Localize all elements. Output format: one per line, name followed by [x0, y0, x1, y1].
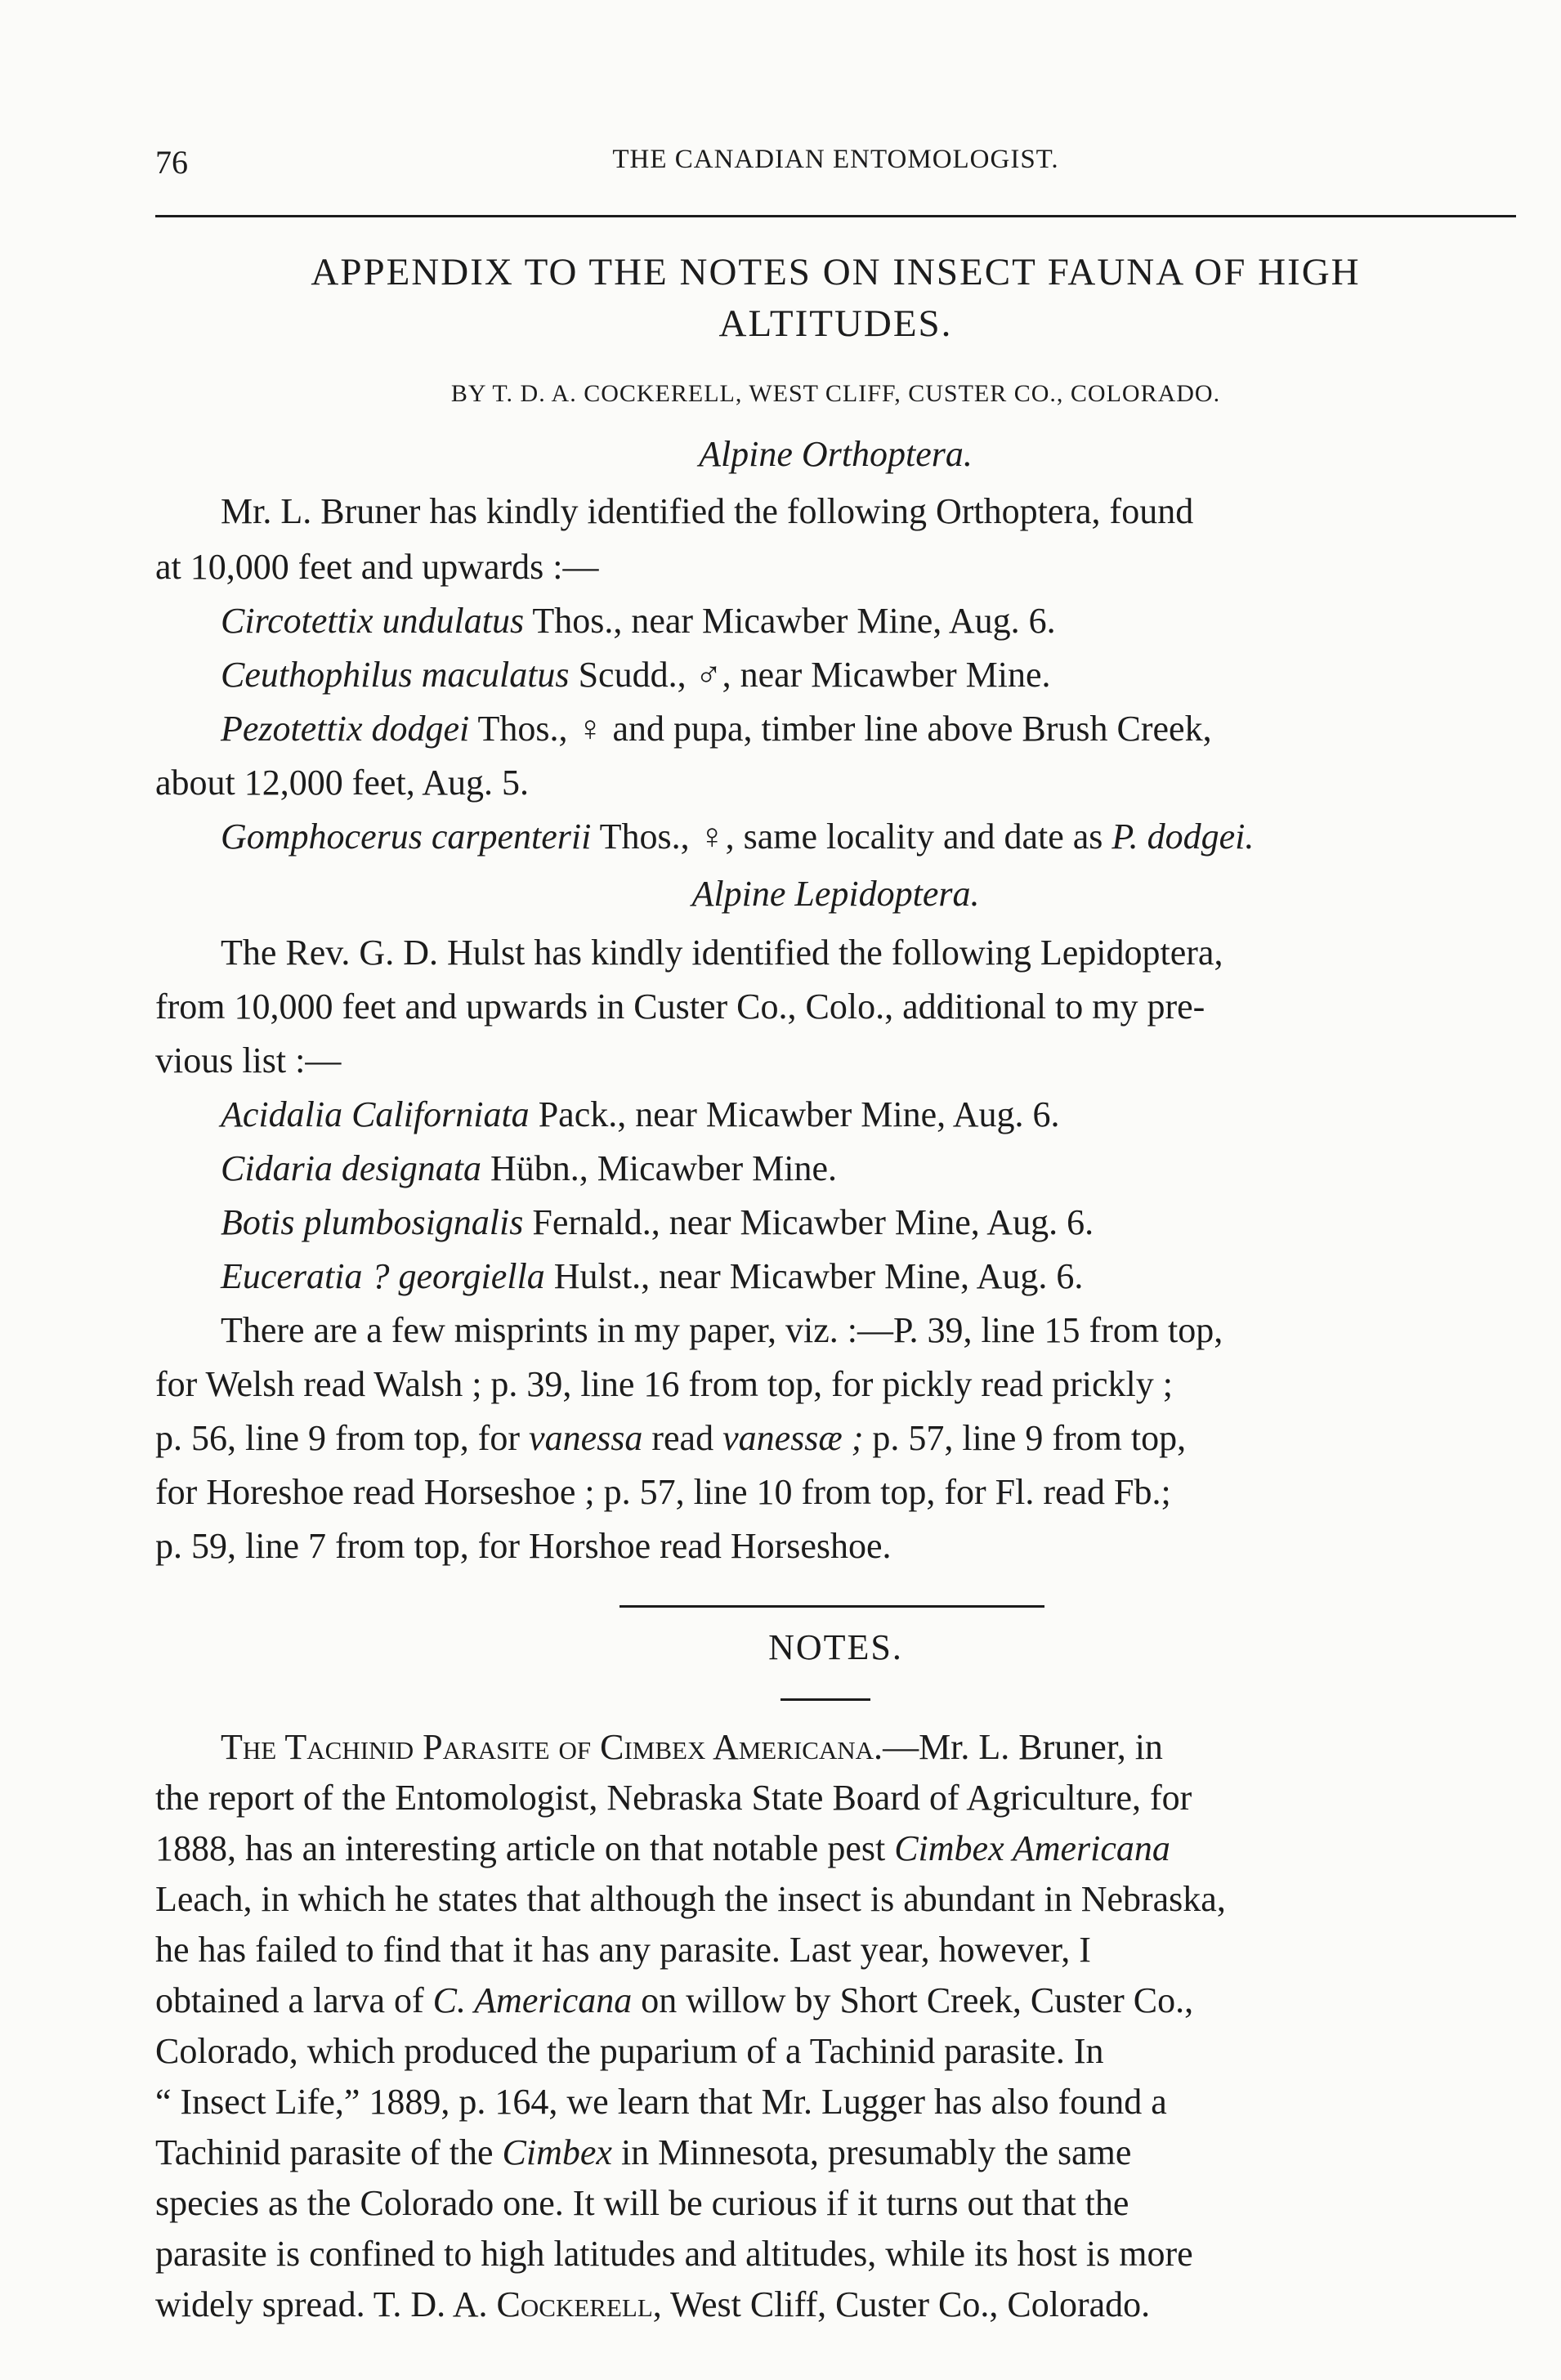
lepidoptera-intro-line-1: The Rev. G. D. Hulst has kindly identified the following Lepidoptera, [221, 933, 1223, 973]
note-line-4: Leach, in which he states that although the insect is abundant in Nebraska, [155, 1879, 1226, 1919]
orthoptera-heading: Alpine Orthoptera. [699, 434, 973, 474]
species-name: Ceuthophilus maculatus [221, 655, 570, 695]
article-title-line-1: APPENDIX TO THE NOTES ON INSECT FAUNA OF HIGH [311, 251, 1361, 293]
orthoptera-entry [221, 816, 1254, 857]
orthoptera-entry [221, 654, 1051, 696]
notes-heading-rule [780, 1698, 870, 1701]
errata-line-5: p. 59, line 7 from top, for Horshoe read Horseshoe. [155, 1526, 892, 1566]
species-details: Hulst., near Micawber Mine, Aug. 6. [544, 1256, 1084, 1296]
note-text: on willow by Short Creek, Custer Co., [632, 1980, 1194, 2020]
note-lead-title: The Tachinid Parasite of Cimbex Americana. [221, 1727, 883, 1767]
errata-line-1: There are a few misprints in my paper, viz. :—P. 39, line 15 from top, [221, 1310, 1223, 1350]
orthoptera-intro-text-1: Mr. L. Bruner has kindly identified the following Orthoptera, found [221, 491, 1194, 531]
note-species: Cimbex Americana [894, 1828, 1170, 1868]
page-number: 76 [155, 144, 188, 181]
species-details: Thos., ♀ and pupa, timber line above Brush Creek, [469, 709, 1212, 749]
note-species: C. Americana [432, 1980, 633, 2020]
orthoptera-entry [221, 708, 1212, 749]
lepidoptera-entry [221, 1094, 1060, 1135]
note-line-10: species as the Colorado one. It will be curious if it turns out that the [155, 2183, 1129, 2223]
lepidoptera-intro-line-3: vious list :— [155, 1040, 342, 1080]
species-name: Gomphocerus carpenterii [221, 816, 592, 857]
note-text: 1888, has an interesting article on that notable pest [155, 1828, 895, 1868]
note-species: Cimbex [502, 2132, 612, 2172]
lepidoptera-entry [221, 1148, 837, 1189]
running-title: THE CANADIAN ENTOMOLOGIST. [612, 145, 1059, 174]
errata-line-2: for Welsh read Walsh ; p. 39, line 16 from top, for pickly read prickly ; [155, 1364, 1173, 1404]
note-text: obtained a larva of [155, 1980, 433, 2020]
note-text: —Mr. L. Bruner, in [883, 1727, 1163, 1767]
notes-heading: NOTES. [768, 1627, 903, 1667]
note-text: , West Cliff, Custer Co., Colorado. [652, 2284, 1151, 2324]
errata-text: p. 57, line 9 from top, [863, 1418, 1187, 1458]
errata-text: p. 56, line 9 from top, for [155, 1418, 530, 1458]
article-title-line-2: ALTITUDES. [718, 302, 953, 345]
note-line-5: he has failed to find that it has any parasite. Last year, however, I [155, 1930, 1091, 1970]
article-byline: BY T. D. A. COCKERELL, WEST CLIFF, CUSTER CO., COLORADO. [450, 380, 1221, 407]
species-name: Circotettix undulatus [221, 601, 525, 641]
errata-italic: vanessa [529, 1418, 643, 1458]
orthoptera-intro-line-1 [221, 490, 1516, 532]
species-details: Hübn., Micawber Mine. [481, 1148, 838, 1188]
species-name: Acidalia Californiata [221, 1094, 530, 1134]
species-details: Fernald., near Micawber Mine, Aug. 6. [523, 1202, 1094, 1242]
species-name: Pezotettix dodgei [221, 709, 470, 749]
species-reference: P. dodgei. [1111, 816, 1255, 857]
orthoptera-entry-continued: about 12,000 feet, Aug. 5. [155, 763, 530, 803]
note-line-8: “ Insect Life,” 1889, p. 164, we learn that Mr. Lugger has also found a [155, 2082, 1167, 2122]
section-rule [619, 1605, 1044, 1608]
running-head [155, 143, 1516, 184]
errata-italic: vanessæ ; [722, 1418, 864, 1458]
orthoptera-intro-line-2: at 10,000 feet and upwards :— [155, 547, 599, 587]
note-line-11: parasite is confined to high latitudes and altitudes, while its host is more [155, 2234, 1193, 2274]
errata-line-4: for Horeshoe read Horseshoe ; p. 57, line 10 from top, for Fl. read Fb.; [155, 1472, 1171, 1512]
header-rule [155, 215, 1516, 217]
lepidoptera-heading: Alpine Lepidoptera. [691, 874, 980, 914]
note-text: in Minnesota, presumably the same [611, 2132, 1132, 2172]
species-details: Scudd., ♂, near Micawber Mine. [569, 655, 1051, 695]
note-line-7: Colorado, which produced the puparium of a Tachinid parasite. In [155, 2031, 1104, 2071]
species-details: Pack., near Micawber Mine, Aug. 6. [529, 1094, 1060, 1134]
note-line-3 [155, 1828, 1170, 1869]
species-name: Botis plumbosignalis [221, 1202, 524, 1242]
species-name: Cidaria designata [221, 1148, 482, 1188]
lepidoptera-entry [221, 1201, 1094, 1243]
note-line-9 [155, 2132, 1131, 2173]
species-details: Thos., near Micawber Mine, Aug. 6. [524, 601, 1056, 641]
note-text: Tachinid parasite of the [155, 2132, 503, 2172]
lepidoptera-entry [221, 1255, 1083, 1297]
note-line-6 [155, 1980, 1193, 2021]
orthoptera-entry [221, 600, 1056, 642]
errata-text: read [642, 1418, 723, 1458]
species-name: Euceratia ? georgiella [221, 1256, 545, 1296]
note-line-2: the report of the Entomologist, Nebraska State Board of Agriculture, for [155, 1778, 1192, 1818]
note-author: Cockerell [496, 2284, 653, 2324]
note-line-1 [221, 1726, 1163, 1768]
lepidoptera-intro-line-2: from 10,000 feet and upwards in Custer Co., Colo., additional to my pre- [155, 986, 1205, 1027]
species-details: Thos., ♀, same locality and date as [591, 816, 1112, 857]
note-text: widely spread. T. D. A. [155, 2284, 497, 2324]
errata-line-3 [155, 1417, 1186, 1459]
note-line-12 [155, 2284, 1150, 2325]
